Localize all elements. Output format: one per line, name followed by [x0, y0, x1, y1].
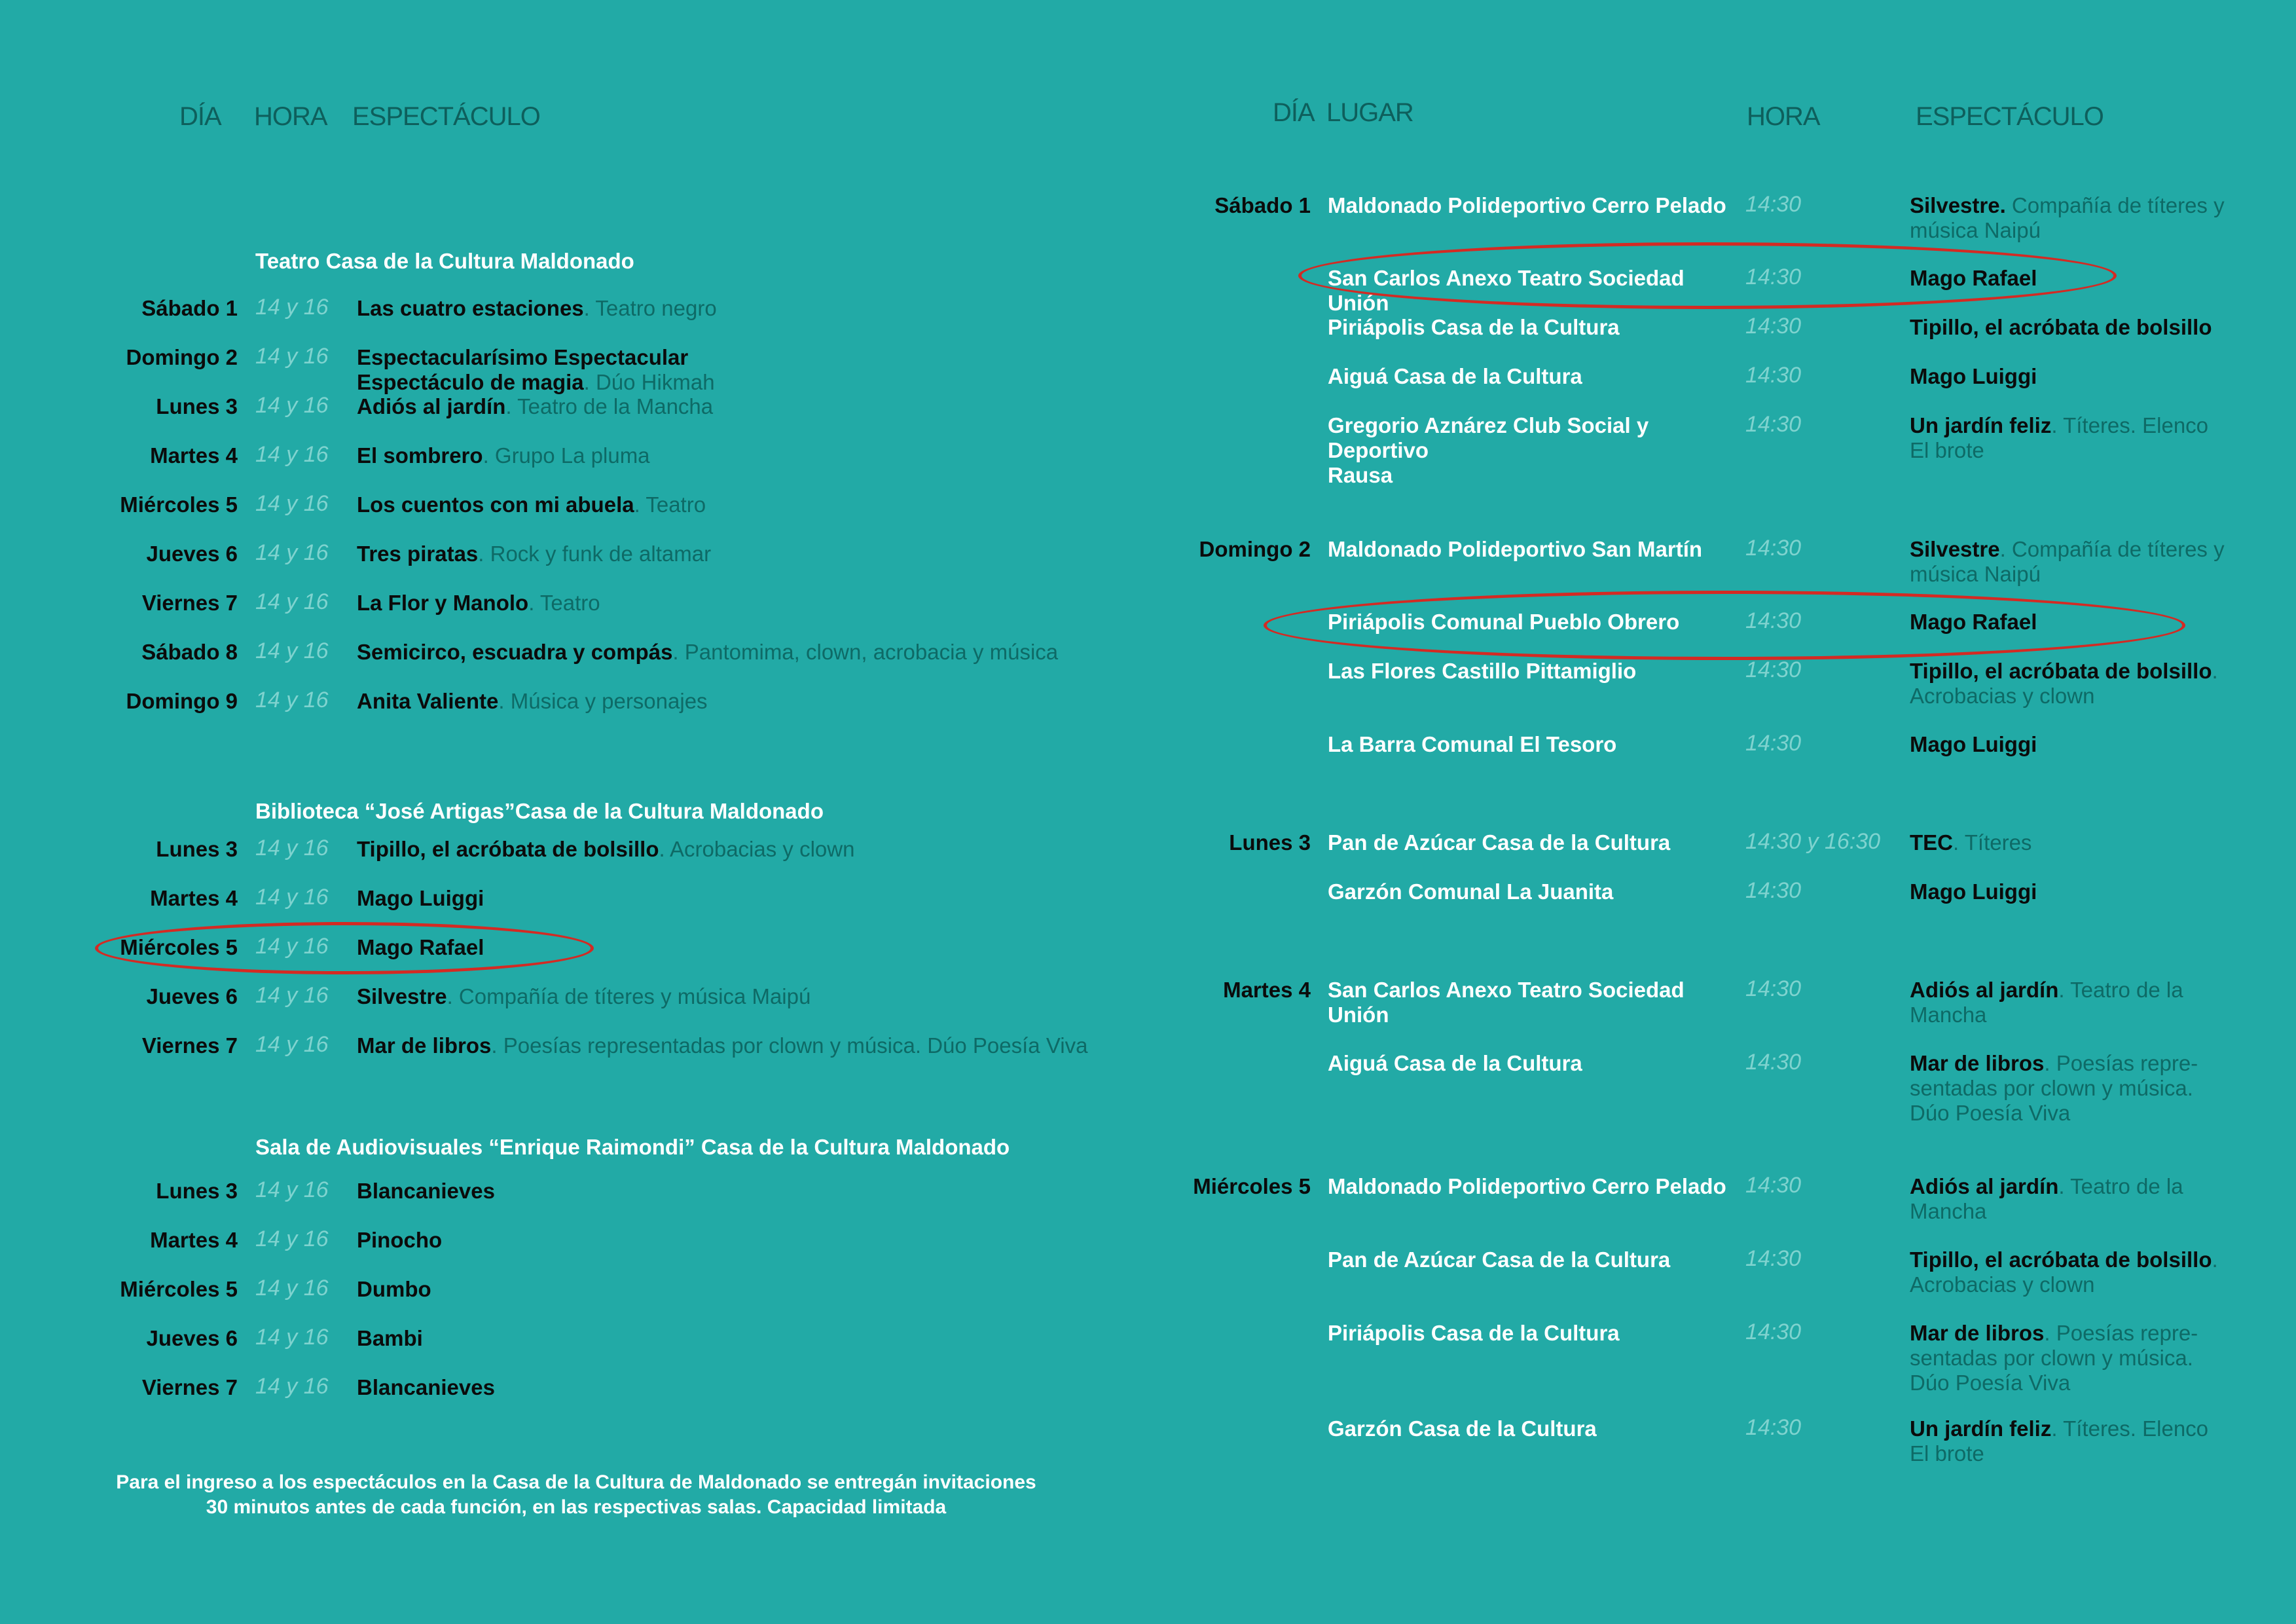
- show-title: Espectacularísimo Espectacular: [357, 345, 689, 369]
- schedule-show-right: [1910, 1321, 2276, 1395]
- schedule-show-right: [1910, 1247, 2276, 1297]
- schedule-show: [357, 1277, 1142, 1302]
- schedule-show: [357, 542, 1142, 566]
- schedule-time: 14 y 16: [255, 1325, 329, 1350]
- show-description: . Poesías repre-: [2044, 1051, 2198, 1075]
- show-description: . Teatro: [528, 591, 600, 615]
- show-title: Un jardín feliz: [1910, 413, 2052, 437]
- schedule-place: La Barra Comunal El Tesoro: [1328, 732, 1617, 756]
- schedule-place: Las Flores Castillo Pittamiglio: [1328, 659, 1637, 683]
- schedule-show: [357, 886, 1142, 911]
- show-description: .: [2212, 1247, 2218, 1272]
- schedule-time-right: 14:30: [1745, 314, 1802, 339]
- show-title: Tipillo, el acróbata de bolsillo: [1910, 315, 2212, 339]
- show-title-cont: Espectáculo de magia: [357, 370, 584, 394]
- schedule-time: 14 y 16: [255, 983, 329, 1008]
- schedule-show: [357, 443, 1142, 468]
- schedule-show: [357, 1179, 1142, 1204]
- header-espectaculo: ESPECTÁCULO: [352, 102, 540, 131]
- show-description: . Dúo Hikmah: [583, 370, 715, 394]
- schedule-time-right: 14:30: [1745, 608, 1802, 633]
- admission-note-line2: 30 minutos antes de cada función, en las respectivas salas. Capacidad limitada: [206, 1496, 947, 1518]
- schedule-time: 14 y 16: [255, 1374, 329, 1399]
- highlight-oval: [1264, 591, 2185, 660]
- schedule-time: 14 y 16: [255, 1276, 329, 1301]
- show-description: . Compañía de títeres y: [1999, 537, 2225, 561]
- show-description: Compañía de títeres y: [2005, 193, 2225, 217]
- show-description-cont: Acrobacias y clown: [1910, 684, 2095, 708]
- schedule-time: 14 y 16: [255, 1177, 329, 1202]
- schedule-time-right: 14:30 y 16:30: [1745, 829, 1881, 854]
- schedule-time: 14 y 16: [255, 688, 329, 712]
- schedule-day: Viernes 7: [141, 1375, 238, 1399]
- schedule-day: Sábado 1: [141, 296, 238, 320]
- show-description: . Teatro de la Mancha: [505, 394, 714, 418]
- show-title: Mar de libros: [1910, 1051, 2045, 1075]
- header-hora-right: HORA: [1747, 102, 1820, 131]
- schedule-day: Viernes 7: [141, 1033, 238, 1058]
- schedule-day: Lunes 3: [156, 837, 238, 861]
- show-title: Silvestre.: [1910, 193, 2006, 217]
- schedule-show-right: [1910, 978, 2276, 1027]
- schedule-show: [357, 296, 1142, 321]
- show-title: Mago Rafael: [1910, 266, 2037, 290]
- show-title: Tres piratas: [357, 542, 479, 566]
- schedule-place: Maldonado Polideportivo San Martín: [1328, 537, 1703, 561]
- schedule-day: Jueves 6: [146, 542, 238, 566]
- schedule-show-right: [1910, 1174, 2276, 1224]
- show-title: Blancanieves: [357, 1375, 495, 1399]
- show-description: . Teatro de la: [2058, 1174, 2183, 1198]
- schedule-time: 14 y 16: [255, 442, 329, 467]
- show-description: . Poesías representadas por clown y música. Dúo Poesía Viva: [491, 1033, 1088, 1058]
- schedule-show: [357, 1375, 1142, 1400]
- header-dia-right: DÍA: [1273, 98, 1315, 127]
- schedule-time: 14 y 16: [255, 589, 329, 614]
- show-description: . Títeres. Elenco: [2051, 1416, 2209, 1441]
- schedule-time-right: 14:30: [1745, 657, 1802, 682]
- show-title: Tipillo, el acróbata de bolsillo: [1910, 659, 2212, 683]
- show-description: . Rock y funk de altamar: [478, 542, 712, 566]
- show-description: . Compañía de títeres y música Maipú: [446, 984, 811, 1008]
- schedule-show-right: [1910, 732, 2276, 757]
- schedule-show: [357, 984, 1142, 1009]
- schedule-day-right: Martes 4: [1223, 978, 1311, 1002]
- schedule-time: 14 y 16: [255, 295, 329, 320]
- schedule-place: Piriápolis Casa de la Cultura: [1328, 1321, 1620, 1345]
- schedule-time-right: 14:30: [1745, 1173, 1802, 1198]
- schedule-place: Aiguá Casa de la Cultura: [1328, 364, 1582, 388]
- show-description-cont: música Naipú: [1910, 218, 2041, 242]
- schedule-day: Miércoles 5: [120, 1277, 238, 1301]
- show-title: Mago Rafael: [1910, 610, 2037, 634]
- show-description-cont: Dúo Poesía Viva: [1910, 1371, 2071, 1395]
- schedule-day-right: Domingo 2: [1199, 537, 1311, 561]
- show-title: Silvestre: [1910, 537, 2000, 561]
- show-title: Blancanieves: [357, 1179, 495, 1203]
- schedule-place: Pan de Azúcar Casa de la Cultura: [1328, 1247, 1671, 1272]
- show-title: Mar de libros: [357, 1033, 492, 1058]
- show-title: Pinocho: [357, 1228, 443, 1252]
- schedule-show-right: [1910, 1416, 2276, 1466]
- schedule-show: [357, 591, 1142, 616]
- header-hora: HORA: [254, 102, 327, 131]
- schedule-show: [357, 492, 1142, 517]
- schedule-place: San Carlos Anexo Teatro Sociedad Unión: [1328, 266, 1685, 315]
- schedule-time: 14 y 16: [255, 885, 329, 910]
- show-title: La Flor y Manolo: [357, 591, 529, 615]
- schedule-place: Piriápolis Casa de la Cultura: [1328, 315, 1620, 339]
- section-title: Teatro Casa de la Cultura Maldonado: [255, 249, 634, 273]
- schedule-show: [357, 1228, 1142, 1253]
- show-description: . Acrobacias y clown: [659, 837, 855, 861]
- schedule-place: Piriápolis Comunal Pueblo Obrero: [1328, 610, 1680, 634]
- schedule-time-right: 14:30: [1745, 1320, 1802, 1344]
- schedule-show: [357, 837, 1142, 862]
- show-title: Adiós al jardín: [357, 394, 506, 418]
- show-title: Semicirco, escuadra y compás: [357, 640, 673, 664]
- schedule-day-right: Miércoles 5: [1193, 1174, 1311, 1198]
- schedule-time-right: 14:30: [1745, 731, 1802, 756]
- schedule-time-right: 14:30: [1745, 1415, 1802, 1440]
- highlight-oval: [95, 922, 594, 974]
- show-description: . Pantomima, clown, acrobacia y música: [672, 640, 1059, 664]
- schedule-time: 14 y 16: [255, 836, 329, 860]
- schedule-show-right: [1910, 537, 2276, 587]
- schedule-time-right: 14:30: [1745, 192, 1802, 217]
- show-description-cont: música Naipú: [1910, 562, 2041, 586]
- header-espectaculo-right: ESPECTÁCULO: [1916, 102, 2104, 131]
- schedule-place: Garzón Comunal La Juanita: [1328, 879, 1614, 904]
- admission-note-line1: Para el ingreso a los espectáculos en la Casa de la Cultura de Maldonado se entregán invitaciones: [116, 1471, 1036, 1493]
- show-description: . Teatro negro: [583, 296, 717, 320]
- schedule-show: [357, 1033, 1142, 1058]
- schedule-day: Miércoles 5: [120, 492, 238, 517]
- schedule-place: San Carlos Anexo Teatro Sociedad Unión: [1328, 978, 1685, 1027]
- schedule-time-right: 14:30: [1745, 878, 1802, 903]
- show-description: . Títeres. Elenco: [2051, 413, 2209, 437]
- schedule-time-right: 14:30: [1745, 412, 1802, 437]
- show-title: Mago Luiggi: [1910, 732, 2037, 756]
- show-description: . Grupo La pluma: [483, 443, 650, 468]
- schedule-show-right: [1910, 315, 2276, 340]
- schedule-time: 14 y 16: [255, 934, 329, 959]
- schedule-day-right: Lunes 3: [1229, 830, 1311, 855]
- schedule-show-right: [1910, 413, 2276, 463]
- schedule-show-right: [1910, 830, 2276, 855]
- show-title: Tipillo, el acróbata de bolsillo: [357, 837, 659, 861]
- schedule-day-right: Sábado 1: [1214, 193, 1311, 217]
- section-title: Biblioteca “José Artigas”Casa de la Cultura Maldonado: [255, 799, 824, 823]
- schedule-place: Garzón Casa de la Cultura: [1328, 1416, 1597, 1441]
- schedule-day: Lunes 3: [156, 1179, 238, 1203]
- schedule-show: [357, 640, 1142, 665]
- schedule-day: Domingo 9: [126, 689, 238, 713]
- schedule-day: Domingo 2: [126, 345, 238, 369]
- schedule-show-right: [1910, 659, 2276, 709]
- highlight-oval: [1298, 242, 2117, 309]
- show-title: Mago Rafael: [357, 935, 484, 959]
- schedule-show: [357, 394, 1142, 419]
- schedule-day: Jueves 6: [146, 984, 238, 1008]
- show-description-cont: sentadas por clown y música.: [1910, 1346, 2193, 1370]
- show-title: Mago Luiggi: [357, 886, 484, 910]
- show-description: . Música y personajes: [498, 689, 708, 713]
- show-description: . Teatro: [634, 492, 706, 517]
- show-description: . Títeres: [1953, 830, 2032, 855]
- schedule-place: Maldonado Polideportivo Cerro Pelado: [1328, 1174, 1726, 1198]
- schedule-time: 14 y 16: [255, 638, 329, 663]
- schedule-show: [357, 1326, 1142, 1351]
- schedule-time: 14 y 16: [255, 1032, 329, 1057]
- show-description: . Teatro de la: [2058, 978, 2183, 1002]
- show-title: Un jardín feliz: [1910, 1416, 2052, 1441]
- show-description-cont: Dúo Poesía Viva: [1910, 1101, 2071, 1125]
- show-title: Mago Luiggi: [1910, 879, 2037, 904]
- schedule-time: 14 y 16: [255, 1227, 329, 1251]
- schedule-time-right: 14:30: [1745, 1050, 1802, 1075]
- show-description-cont: El brote: [1910, 1441, 1984, 1466]
- show-description-cont: sentadas por clown y música.: [1910, 1076, 2193, 1100]
- show-description: .: [2212, 659, 2218, 683]
- show-title: Anita Valiente: [357, 689, 499, 713]
- schedule-day: Sábado 8: [141, 640, 238, 664]
- schedule-day: Martes 4: [150, 443, 238, 468]
- schedule-show: [357, 345, 1142, 395]
- schedule-time: 14 y 16: [255, 540, 329, 565]
- show-description-cont: Mancha: [1910, 1199, 1987, 1223]
- schedule-place: Gregorio Aznárez Club Social y Deportivo Rausa: [1328, 413, 1649, 487]
- schedule-time: 14 y 16: [255, 491, 329, 516]
- schedule-time-right: 14:30: [1745, 976, 1802, 1001]
- show-title: Adiós al jardín: [1910, 978, 2059, 1002]
- schedule-time-right: 14:30: [1745, 265, 1802, 289]
- schedule-day: Lunes 3: [156, 394, 238, 418]
- show-description-cont: Mancha: [1910, 1003, 1987, 1027]
- schedule-show-right: [1910, 193, 2276, 243]
- show-description-cont: Acrobacias y clown: [1910, 1272, 2095, 1297]
- schedule-show-right: [1910, 364, 2276, 389]
- show-title: Las cuatro estaciones: [357, 296, 584, 320]
- schedule-time: 14 y 16: [255, 344, 329, 369]
- show-title: Tipillo, el acróbata de bolsillo: [1910, 1247, 2212, 1272]
- show-description: . Poesías repre-: [2044, 1321, 2198, 1345]
- show-title: Adiós al jardín: [1910, 1174, 2059, 1198]
- schedule-time-right: 14:30: [1745, 1246, 1802, 1271]
- schedule-show-right: [1910, 1051, 2276, 1126]
- schedule-day: Viernes 7: [141, 591, 238, 615]
- schedule-time-right: 14:30: [1745, 363, 1802, 388]
- section-title: Sala de Audiovisuales “Enrique Raimondi” Casa de la Cultura Maldonado: [255, 1135, 1010, 1159]
- schedule-day: Miércoles 5: [120, 935, 238, 959]
- show-title: Los cuentos con mi abuela: [357, 492, 634, 517]
- show-title: Silvestre: [357, 984, 447, 1008]
- header-lugar: LUGAR: [1326, 98, 1413, 127]
- schedule-time: 14 y 16: [255, 393, 329, 418]
- schedule-place: Maldonado Polideportivo Cerro Pelado: [1328, 193, 1726, 217]
- schedule-place: Pan de Azúcar Casa de la Cultura: [1328, 830, 1671, 855]
- schedule-show: [357, 689, 1142, 714]
- show-title: Mago Luiggi: [1910, 364, 2037, 388]
- show-title: El sombrero: [357, 443, 483, 468]
- schedule-day: Jueves 6: [146, 1326, 238, 1350]
- show-title: TEC: [1910, 830, 1953, 855]
- show-description-cont: El brote: [1910, 438, 1984, 462]
- schedule-place: Aiguá Casa de la Cultura: [1328, 1051, 1582, 1075]
- show-title: Mar de libros: [1910, 1321, 2045, 1345]
- schedule-day: Martes 4: [150, 886, 238, 910]
- show-title: Bambi: [357, 1326, 423, 1350]
- schedule-show-right: [1910, 879, 2276, 904]
- schedule-time-right: 14:30: [1745, 536, 1802, 561]
- schedule-day: Martes 4: [150, 1228, 238, 1252]
- header-dia: DÍA: [179, 102, 221, 131]
- show-title: Dumbo: [357, 1277, 431, 1301]
